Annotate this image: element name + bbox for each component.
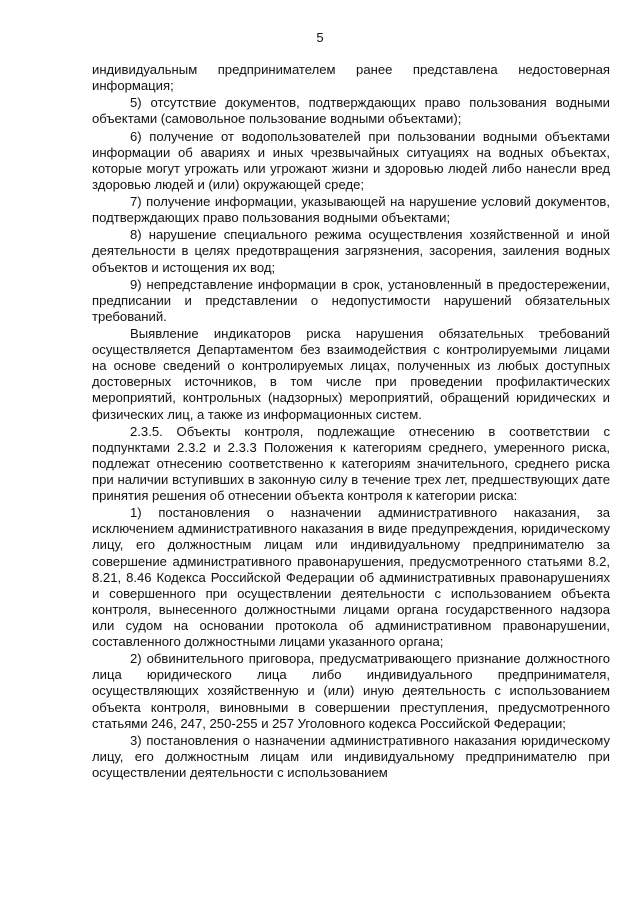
paragraph: индивидуальным предпринимателем ранее представлена недостоверная информация;: [92, 62, 610, 94]
paragraph: 3) постановления о назначении административного наказания юридическому лицу, его должностным лицам или индивидуальному предпринимателю при осуществлении деятельности с использованием: [92, 732, 610, 780]
page-number: 5: [316, 30, 324, 45]
paragraph: 6) получение от водопользователей при пользовании водными объектами информации об авариях и иных чрезвычайных ситуациях на водных объектах, которые могут угрожать или угрожают жизни и здоровью людей либо нанесли вред здоровью людей и (или) окружающей среде;: [92, 128, 610, 192]
paragraph: 8) нарушение специального режима осуществления хозяйственной и иной деятельности в целях предотвращения загрязнения, засорения, заиления водных объектов и истощения их вод;: [92, 227, 610, 275]
paragraph: 1) постановления о назначении административного наказания, за исключением административного наказания в виде предупреждения, юридическому лицу, его должностным лицам или индивидуальному предпринимателю за совершение административного правонарушения, предусмотренного статьями 8.2, 8.21, 8.46 Кодекса Российской Федерации об административных правонарушениях и совершенного при осуществлении деятельности с использованием объекта контроля, вынесенного должностными лицами органа государственного надзора или судом на основании протокола об административном правонарушении, составленного должностными лицами указанного органа;: [92, 505, 610, 650]
paragraph: 7) получение информации, указывающей на нарушение условий документов, подтверждающих право пользования водными объектами;: [92, 194, 610, 226]
paragraph: 5) отсутствие документов, подтверждающих право пользования водными объектами (самовольное пользование водными объектами);: [92, 95, 610, 127]
document-body: [92, 62, 610, 782]
paragraph: Выявление индикаторов риска нарушения обязательных требований осуществляется Департаментом без взаимодействия с контролируемыми лицами на основе сведений о контролируемых лицах, полученных из любых доступных достоверных источников, в том числе при проведении профилактических мероприятий, контрольных (надзорных) мероприятий, обращений юридических и физических лиц, а также из информационных систем.: [92, 326, 610, 422]
paragraph: 2) обвинительного приговора, предусматривающего признание должностного лица юридического лица либо индивидуального предпринимателя, осуществляющих хозяйственную и (или) иную деятельность с использованием объекта контроля, виновными в совершении преступления, предусмотренного статьями 246, 247, 250-255 и 257 Уголовного кодекса Российской Федерации;: [92, 651, 610, 731]
paragraph: 9) непредставление информации в срок, установленный в предостережении, предписании и представлении о недопустимости нарушений обязательных требований.: [92, 276, 610, 324]
paragraph: 2.3.5. Объекты контроля, подлежащие отнесению в соответствии с подпунктами 2.3.2 и 2.3.3 Положения к категориям среднего, умеренного риска, подлежат отнесению соответственно к категориям значительного, среднего риска при наличии вступивших в законную силу в течение трех лет, предшествующих дате принятия решения об отнесении объекта контроля к категории риска:: [92, 423, 610, 504]
